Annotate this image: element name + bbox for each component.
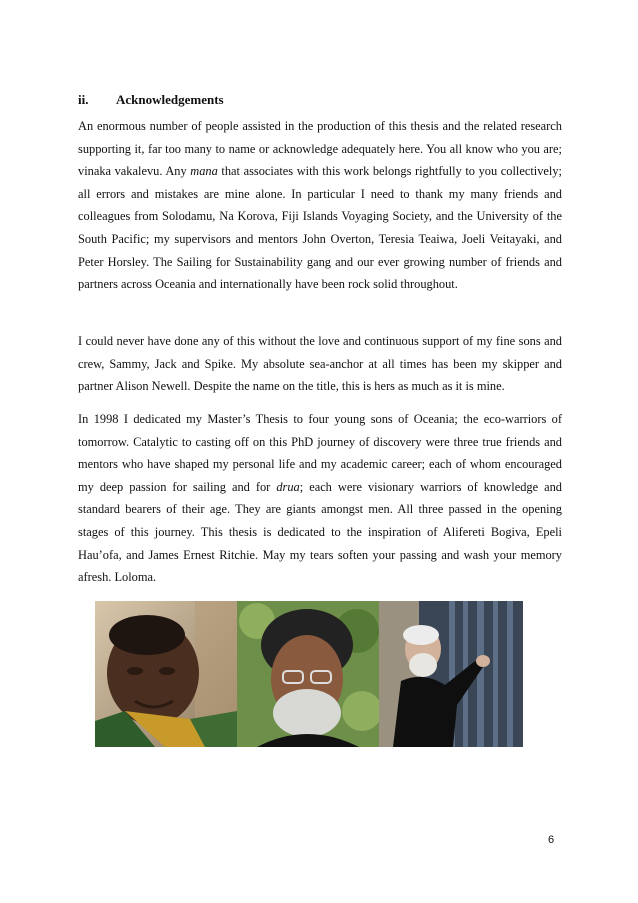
section-number: ii.: [78, 92, 89, 107]
paragraph-thanks-emphasis: mana: [190, 164, 218, 179]
paragraph-family: I could never have done any of this without the love and continuous support of my fine sons and crew, Sammy, Jack and Spike. My absolute sea-anchor at all times has been my skipper and partner Alison Newell. Despite the name on the title, this is hers as much as it is mine.: [78, 334, 562, 394]
section-title: Acknowledgements: [116, 92, 224, 107]
dedication-photos: [95, 601, 523, 747]
paragraph-dedication-part-b: ; each were visionary warriors of knowledge and standard bearers of their age. They are giants amongst men. All three passed in the opening stages of this journey. This thesis is dedicated to the inspiration of Alifereti Bogiva, Epeli Hau’ofa, and James Ernest Ritchie. May my tears soften your passing and wash your memory afresh. Loloma.: [78, 479, 563, 585]
section-heading: [78, 92, 224, 108]
paragraph-dedication-part-a: In 1998 I dedicated my Master’s Thesis to four young sons of Oceania; the eco-warriors of tomorrow. Catalytic to casting off on this PhD journey of discovery were three true friends and mentors who have shaped my personal life and my academic career; each of whom encouraged my deep passion for sailing and for: [78, 412, 562, 494]
paragraph-thanks-part-a: An enormous number of people assisted in the production of this thesis and the related research supporting it, far too many to name or acknowledge adequately here. You all know who you are; vinaka vakalevu. Any: [78, 119, 562, 179]
paragraph-thanks: [78, 115, 562, 296]
portrait-photo-3: [379, 601, 523, 747]
paragraph-thanks-part-b: that associates with this work belongs rightfully to you collectively; all errors and mistakes are mine alone. In particular I need to thank my many friends and colleagues from Solodamu, Na Korova, Fiji Islands Voyaging Society, and the University of the South Pacific; my supervisors and mentors John Overton, Teresia Teaiwa, Joeli Veitayaki, and Peter Horsley. The Sailing for Sustainability gang and our ever growing number of friends and partners across Oceania and internationally have been rock solid throughout.: [78, 164, 563, 292]
paragraph-dedication-emphasis: drua: [276, 479, 300, 494]
portrait-photo-1: [95, 601, 237, 747]
portrait-photo-2: [237, 601, 379, 747]
paragraph-dedication: [78, 408, 562, 589]
page-number: 6: [548, 834, 555, 846]
